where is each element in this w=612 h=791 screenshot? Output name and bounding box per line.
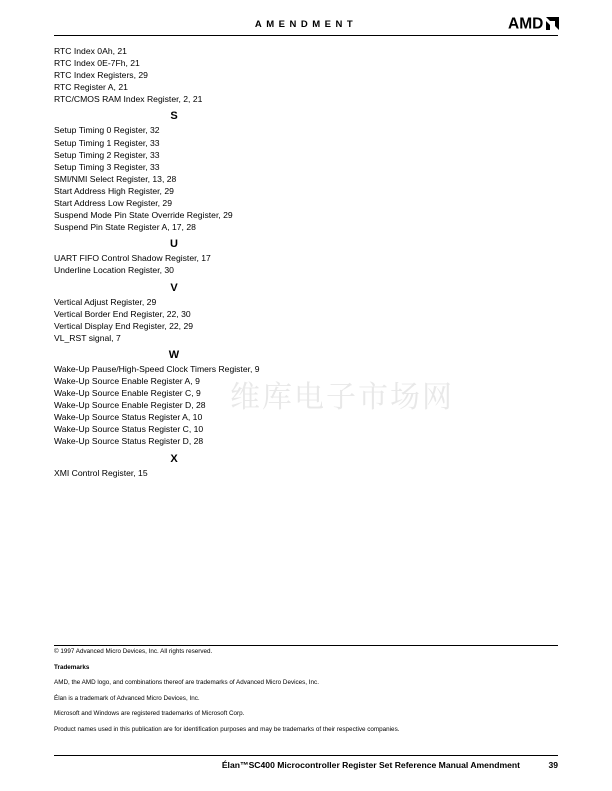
trademark-line: Product names used in this publication are for identification purposes and may be trademarks of their respective companies. <box>54 725 400 733</box>
index-entry: Start Address Low Register, 29 <box>54 198 172 209</box>
index-entry: Vertical Display End Register, 22, 29 <box>54 320 194 331</box>
trademark-line: Élan is a trademark of Advanced Micro Devices, Inc. <box>54 694 200 702</box>
trademark-line: Microsoft and Windows are registered trademarks of Microsoft Corp. <box>54 710 245 717</box>
index-entry: UART FIFO Control Shadow Register, 17 <box>54 253 211 264</box>
index-entry: RTC Register A, 21 <box>54 82 128 93</box>
index-letter-heading: S <box>170 110 178 123</box>
index-entry: Setup Timing 0 Register, 32 <box>54 125 160 136</box>
index-entry: RTC Index 0Ah, 21 <box>54 46 127 56</box>
index-entry: Setup Timing 2 Register, 33 <box>54 149 160 160</box>
running-header: AMENDMENT <box>254 19 358 30</box>
index-entry: Setup Timing 1 Register, 33 <box>54 137 160 148</box>
index-entry: RTC/CMOS RAM Index Register, 2, 21 <box>54 94 203 105</box>
page-number: 39 <box>548 760 558 770</box>
index-entry: SMI/NMI Select Register, 13, 28 <box>54 173 177 184</box>
index-entry: Setup Timing 3 Register, 33 <box>54 161 160 172</box>
footer-title: Élan™SC400 Microcontroller Register Set Reference Manual Amendment <box>221 760 520 770</box>
trademarks-heading: Trademarks <box>54 663 90 671</box>
index-entry: Wake-Up Source Status Register A, 10 <box>54 412 203 423</box>
index-entry: Wake-Up Source Status Register C, 10 <box>54 424 204 435</box>
amd-logo-text: AMD <box>508 15 544 31</box>
watermark: 维库电子市场网 <box>230 380 454 415</box>
index-entry: RTC Index 0E-7Fh, 21 <box>54 58 140 69</box>
index-entry: Start Address High Register, 29 <box>54 185 174 196</box>
index-entry: Vertical Adjust Register, 29 <box>54 296 157 307</box>
index-entry: Wake-Up Source Enable Register C, 9 <box>54 388 201 399</box>
index-entry: Underline Location Register, 30 <box>54 265 174 276</box>
index-entry: VL_RST signal, 7 <box>54 332 121 343</box>
copyright-notice: © 1997 Advanced Micro Devices, Inc. All rights reserved. <box>54 648 213 655</box>
footnotes <box>54 648 558 741</box>
index-entry: XMI Control Register, 15 <box>54 467 148 478</box>
amd-arrow-icon <box>546 17 559 30</box>
footer-rule <box>54 755 558 756</box>
index-entry: Wake-Up Source Enable Register A, 9 <box>54 375 200 386</box>
index-entry: Suspend Pin State Register A, 17, 28 <box>54 222 196 233</box>
index-entry: Wake-Up Source Status Register D, 28 <box>54 436 204 447</box>
trademark-line: AMD, the AMD logo, and combinations thereof are trademarks of Advanced Micro Devices, Inc. <box>54 679 319 686</box>
index-entry: Wake-Up Pause/High-Speed Clock Timers Register, 9 <box>54 363 260 374</box>
header-rule <box>54 35 558 36</box>
index-entry: RTC Index Registers, 29 <box>54 70 148 81</box>
index-letter-heading: V <box>170 281 178 294</box>
index-entry: Suspend Mode Pin State Override Register, 29 <box>54 210 233 221</box>
index-entry: Wake-Up Source Enable Register D, 28 <box>54 400 206 411</box>
index-letter-heading: X <box>170 452 178 465</box>
index-letter-heading: U <box>170 238 178 251</box>
index-entry: Vertical Border End Register, 22, 30 <box>54 308 191 319</box>
footnote-rule <box>54 645 558 646</box>
amd-logo <box>508 15 560 31</box>
index-letter-heading: W <box>168 348 180 361</box>
